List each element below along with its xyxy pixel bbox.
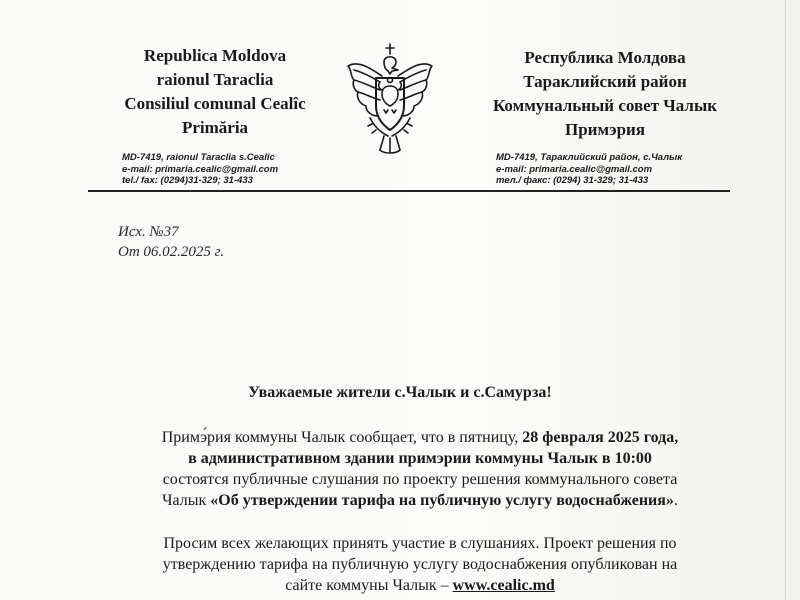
page-edge-divider	[785, 0, 786, 600]
draft-decision-title: «Об утверждении тарифа на публичную услугу водоснабжения»	[210, 492, 674, 509]
header-ru-contacts	[460, 152, 750, 187]
website-link[interactable]: www.cealic.md	[452, 577, 555, 594]
header-ru-phone: тел./ факс: (0294) 31-329; 31-433	[496, 175, 649, 186]
header-ro-address: MD-7419, raionul Taraclia s.Cealîc	[122, 152, 275, 163]
council-name: Чалык	[162, 492, 211, 509]
header-ro-email: e-mail: primaria.cealic@gmail.com	[122, 163, 279, 175]
header-ro-district: raionul Taraclia	[156, 70, 274, 89]
invitation-paragraph	[100, 533, 740, 596]
reference-date: От 06.02.2025 г.	[118, 244, 225, 260]
announcement-intro: Примэ́рия коммуны Чалык сообщает, что в пятницу,	[161, 429, 523, 446]
hearing-location: в административном здании примэрии коммуны Чалык в 10:00	[188, 450, 652, 467]
announcement-paragraph	[100, 427, 740, 511]
header-ro-phone: tel./ fax: (0294)31-329; 31-433	[122, 175, 253, 186]
coat-of-arms-icon	[340, 40, 440, 158]
header-ru-email: e-mail: primaria.cealic@gmail.com	[496, 163, 653, 175]
reference-number: Исх. №37	[118, 224, 179, 240]
header-ro-contacts	[100, 152, 330, 187]
header-russian	[460, 46, 750, 187]
announcement-line-3: состоятся публичные слушания по проекту решения коммунального совета	[162, 471, 678, 488]
header-divider	[88, 190, 730, 192]
hearing-date: 28 февраля 2025 года,	[522, 429, 679, 446]
header-ro-country: Republica Moldova	[143, 46, 287, 65]
letter-greeting: Уважаемые жители с.Чалык и с.Самурза!	[248, 384, 552, 401]
website-intro: сайте коммуны Чалык –	[285, 577, 453, 594]
header-ro-office: Primăria	[181, 118, 249, 137]
outgoing-reference	[118, 222, 224, 262]
header-ru-address: MD-7419, Тараклийский район, с.Чалык	[496, 152, 683, 163]
header-ru-district: Тараклийский район	[523, 72, 687, 91]
header-ru-country: Республика Молдова	[524, 48, 686, 67]
sentence-end: .	[673, 492, 678, 509]
announcement-line-4	[100, 490, 740, 511]
header-ru-office: Примэрия	[564, 120, 646, 139]
header-ro-council: Consiliul comunal Cealîc	[124, 94, 306, 113]
header-romanian	[100, 44, 330, 187]
invitation-line-3	[100, 575, 740, 596]
invitation-line-1: Просим всех желающих принять участие в слушаниях. Проект решения по	[163, 535, 677, 552]
invitation-line-2: утверждению тарифа на публичную услугу водоснабжения опубликован на	[162, 556, 678, 573]
announcement-line-1	[100, 427, 740, 448]
header-ru-council: Коммунальный совет Чалык	[492, 96, 718, 115]
